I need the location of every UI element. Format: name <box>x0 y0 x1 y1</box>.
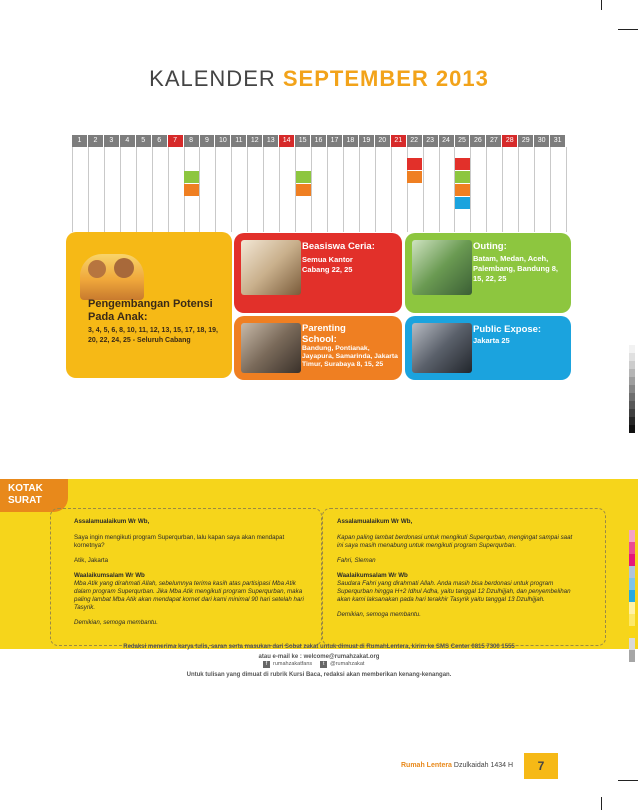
footer-brand: Rumah Lentera <box>401 762 452 769</box>
twitter-link[interactable] <box>320 661 364 668</box>
calendar-day: 17 <box>327 135 343 147</box>
letter-left-greeting: Assalamualaikum Wr Wb, <box>74 518 150 525</box>
color-swatch <box>629 614 635 626</box>
grayscale-swatch <box>629 401 635 409</box>
calendar-event-mark <box>407 158 422 170</box>
grayscale-swatch <box>629 417 635 425</box>
calendar-grid-line <box>423 147 424 232</box>
letter-left <box>74 518 312 634</box>
letter-right-reply: Saudara Fahri yang dirahmati Allah. Anda masih bisa berdonasi untuk program Superqurban hingga H+2 Idhul Adha, yaitu tanggal 12 Dzulhijjah, dan penyembelihan akan kami laksanakan pada hari terakhir Tasyrik yaitu tanggal 13 Dzulhijjah. <box>337 580 571 603</box>
calendar-grid-line <box>72 147 73 232</box>
potensi-dates: 3, 4, 5, 6, 8, 10, 11, 12, 13, 15, 17, 18, 19, 20, 22, 24, 25 - Seluruh Cabang <box>88 327 218 344</box>
calendar-grid-line <box>550 147 551 232</box>
calendar-day: 24 <box>439 135 455 147</box>
title-light: KALENDER <box>149 66 283 91</box>
letter-right <box>337 518 575 626</box>
public-expose-text: Jakarta 25 <box>473 336 510 345</box>
color-swatch <box>629 530 635 542</box>
grayscale-swatch <box>629 425 635 433</box>
twitter-icon: t <box>320 661 327 668</box>
calendar-day: 23 <box>423 135 439 147</box>
calendar-day-sunday: 14 <box>279 135 295 147</box>
color-swatch <box>629 602 635 614</box>
crop-mark <box>601 0 602 10</box>
calendar-grid-line <box>88 147 89 232</box>
calendar-event-mark <box>455 171 470 183</box>
calendar-grid-line <box>359 147 360 232</box>
card-parenting <box>234 316 402 380</box>
public-expose-photo <box>412 323 472 373</box>
color-swatch <box>629 578 635 590</box>
calendar-day: 2 <box>88 135 104 147</box>
calendar-day: 3 <box>104 135 120 147</box>
calendar-grid-line <box>391 147 392 232</box>
calendar-day: 20 <box>375 135 391 147</box>
calendar-day: 1 <box>72 135 88 147</box>
letter-left-reply-head: Waalaikumsalam Wr Wb <box>74 572 145 579</box>
calendar-day: 5 <box>136 135 152 147</box>
crop-mark <box>601 797 602 810</box>
footer-issue <box>401 762 513 769</box>
color-swatch <box>629 554 635 566</box>
calendar-grid-line <box>502 147 503 232</box>
calendar-event-mark <box>455 184 470 196</box>
facebook-icon: f <box>263 661 270 668</box>
calendar-event-mark <box>184 171 199 183</box>
calendar-event-mark <box>455 197 470 209</box>
calendar-grid-line <box>534 147 535 232</box>
footer-issue-text: Dzulkaidah 1434 H <box>451 762 514 769</box>
letter-left-sender: Atik, Jakarta <box>74 557 109 564</box>
beasiswa-text: Semua Kantor Cabang 22, 25 <box>302 255 353 274</box>
calendar-grid-line <box>343 147 344 232</box>
calendar-event-mark <box>296 171 311 183</box>
calendar-grid-line <box>104 147 105 232</box>
color-swatch <box>629 590 635 602</box>
public-expose-title: Public Expose: <box>473 324 542 335</box>
calendar-grid-line <box>279 147 280 232</box>
page-title <box>0 66 638 92</box>
outing-title: Outing: <box>473 241 507 252</box>
calendar-grid-line <box>136 147 137 232</box>
grayscale-swatch <box>629 409 635 417</box>
calendar-day: 6 <box>152 135 168 147</box>
parenting-photo <box>241 323 301 373</box>
calendar-grid-line <box>439 147 440 232</box>
facebook-handle: rumahzakatfans <box>273 661 313 667</box>
calendar-day: 13 <box>263 135 279 147</box>
crop-mark <box>618 780 638 781</box>
beasiswa-photo <box>241 240 301 295</box>
calendar-day: 16 <box>311 135 327 147</box>
grayscale-swatch <box>629 369 635 377</box>
calendar-event-mark <box>296 184 311 196</box>
calendar-grid-line <box>375 147 376 232</box>
calendar-day: 30 <box>534 135 550 147</box>
calendar-day: 4 <box>120 135 136 147</box>
calendar-day-sunday: 21 <box>391 135 407 147</box>
outing-text: Batam, Medan, Aceh, Palembang, Bandung 8, 15, 22, 25 <box>473 254 559 283</box>
calendar-day: 19 <box>359 135 375 147</box>
grayscale-swatch <box>629 345 635 353</box>
color-swatch <box>629 650 635 662</box>
calendar-grid <box>72 147 566 232</box>
twitter-handle: @rumahzakat <box>330 661 365 667</box>
letter-right-closing: Demikian, semoga membantu. <box>337 611 421 618</box>
calendar-day: 27 <box>486 135 502 147</box>
calendar-day: 26 <box>470 135 486 147</box>
calendar-grid-line <box>247 147 248 232</box>
calendar-event-mark <box>184 184 199 196</box>
letter-left-question: Saya ingin mengikuti program Superqurban, lalu kapan saya akan mendapat kornetnya? <box>74 534 285 549</box>
letter-right-sender: Fahri, Sleman <box>337 557 376 564</box>
calendar-day-row <box>72 135 566 147</box>
grayscale-swatch <box>629 361 635 369</box>
letter-left-reply: Mba Atik yang dirahmati Allah, sebelumnya terima kasih atas partisipasi Mba Atik dalam program Superqurban. Jika Mba Atik mengikuti program Superqurban, maka paling lambat Mba Atik akan mendapat kornet dari kami minimal 90 hari setelah hari Tasyrik. <box>74 580 304 611</box>
calendar-grid-line <box>327 147 328 232</box>
calendar-day: 25 <box>455 135 471 147</box>
color-swatch <box>629 542 635 554</box>
color-swatch <box>629 638 635 650</box>
letter-right-greeting: Assalamualaikum Wr Wb, <box>337 518 413 525</box>
calendar-event-mark <box>455 158 470 170</box>
card-public-expose <box>405 316 571 380</box>
calendar-grid-line <box>168 147 169 232</box>
crop-mark <box>618 29 638 30</box>
calendar-day: 15 <box>295 135 311 147</box>
color-swatch <box>629 626 635 638</box>
outing-photo <box>412 240 472 295</box>
calendar-day: 31 <box>550 135 566 147</box>
calendar-day: 9 <box>200 135 216 147</box>
letter-left-closing: Demikian, semoga membantu. <box>74 619 158 626</box>
badge-line2: SURAT <box>8 495 42 506</box>
calendar-day: 22 <box>407 135 423 147</box>
calendar-event-mark <box>407 171 422 183</box>
beasiswa-title: Beasiswa Ceria: <box>302 241 375 252</box>
calendar-day: 18 <box>343 135 359 147</box>
calendar-day: 10 <box>215 135 231 147</box>
calendar-grid-line <box>231 147 232 232</box>
calendar-grid-line <box>311 147 312 232</box>
parenting-text: Bandung, Pontianak, Jayapura, Samarinda, Jakarta Timur, Surabaya 8, 15, 25 <box>302 345 398 369</box>
letter-right-question: Kapan paling lambat berdonasi untuk mengikuti Superqurban, mengingat sampai saat ini saya masih menabung untuk mengikuti program Superqurban. <box>337 534 573 549</box>
page-number: 7 <box>524 753 558 779</box>
calendar-grid-line <box>518 147 519 232</box>
grayscale-swatch <box>629 393 635 401</box>
parenting-title: Parenting School: <box>302 323 346 345</box>
title-bold: SEPTEMBER 2013 <box>282 66 489 91</box>
redaksi-line1: Redaksi menerima karya tulis, saran serta masukan dari Sobat zakat untuk dimuat di RumahLentera, kirim ke SMS Center 0815 7300 1555 <box>123 644 515 650</box>
grayscale-swatch <box>629 377 635 385</box>
calendar-grid-line <box>470 147 471 232</box>
color-swatch <box>629 566 635 578</box>
calendar-grid-line <box>152 147 153 232</box>
calendar-day-sunday: 28 <box>502 135 518 147</box>
redaksi-line2: atau e-mail ke : welcome@rumahzakat.org <box>258 654 380 660</box>
calendar-grid-line <box>486 147 487 232</box>
calendar-grid-line <box>120 147 121 232</box>
grayscale-swatch <box>629 353 635 361</box>
card-outing <box>405 233 571 313</box>
calendar-grid-line <box>566 147 567 232</box>
letter-right-reply-head: Waalaikumsalam Wr Wb <box>337 572 408 579</box>
redaksi-line3: Untuk tulisan yang dimuat di rubrik Kursi Baca, redaksi akan memberikan kenang-kenangan. <box>186 672 452 678</box>
calendar-day: 8 <box>184 135 200 147</box>
card-beasiswa <box>234 233 402 313</box>
calendar-day-sunday: 7 <box>168 135 184 147</box>
potensi-title: Pengembangan Potensi Pada Anak: <box>88 298 213 323</box>
social-links <box>263 661 364 668</box>
grayscale-swatch <box>629 385 635 393</box>
calendar-day: 29 <box>518 135 534 147</box>
children-photo <box>80 254 144 300</box>
calendar-day: 12 <box>247 135 263 147</box>
calendar-grid-line <box>215 147 216 232</box>
calendar-grid-line <box>199 147 200 232</box>
calendar-day: 11 <box>231 135 247 147</box>
facebook-link[interactable] <box>263 661 312 668</box>
badge-line1: KOTAK <box>8 483 43 494</box>
calendar-grid-line <box>263 147 264 232</box>
